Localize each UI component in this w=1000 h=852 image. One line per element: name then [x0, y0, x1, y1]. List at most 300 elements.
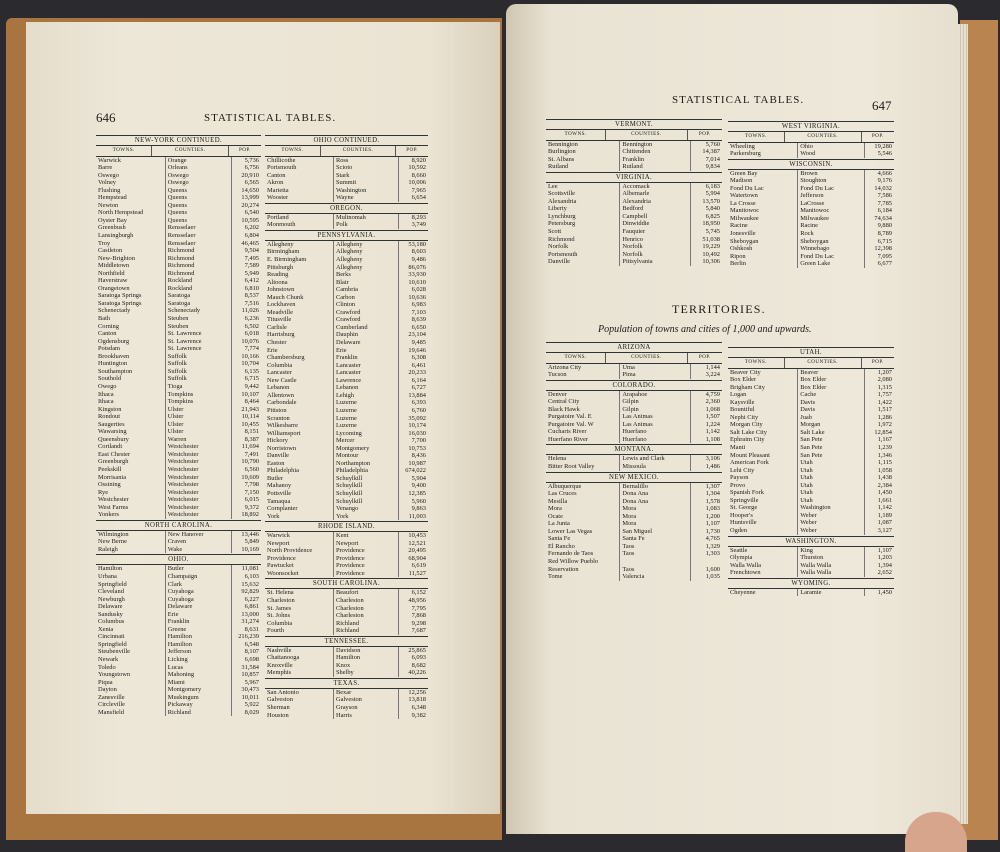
county-cell: Alexandria: [620, 198, 690, 206]
town-cell: Barre: [96, 164, 165, 172]
county-cell: Dauphin: [333, 331, 398, 339]
table-row: [265, 513, 428, 521]
county-cell: Saratoga: [165, 292, 231, 300]
town-cell: Mount Pleasant: [728, 452, 798, 460]
population-cell: 10,076: [241, 337, 259, 345]
population-cell: 13,884: [408, 391, 426, 399]
county-cell: Wood: [798, 150, 864, 158]
column-header: TOWNS.: [728, 132, 784, 142]
town-cell: Zanesville: [96, 694, 165, 702]
county-cell: Lancaster: [333, 362, 398, 370]
population-cell: 12,854: [874, 428, 892, 436]
population-cell: 10,492: [702, 250, 720, 258]
town-cell: St. Helena: [265, 589, 333, 597]
county-cell: Crawford: [333, 309, 398, 317]
table-row: [96, 187, 261, 195]
county-cell: Providence: [333, 570, 398, 578]
column-header-table: [728, 358, 894, 369]
county-cell: Blair: [333, 279, 398, 287]
table-row: [96, 671, 261, 679]
town-cell: Brigham City: [728, 384, 798, 392]
population-cell: 5,760: [705, 140, 720, 148]
population-cell: 13,446: [241, 530, 259, 538]
table-row: [728, 569, 894, 577]
town-cell: Birmingham: [265, 248, 333, 256]
column-header-table: [728, 132, 894, 143]
table-row: [546, 513, 722, 521]
county-cell: King: [798, 547, 864, 555]
town-cell: Mansfield: [96, 709, 165, 717]
county-cell: Weber: [798, 519, 864, 527]
table-row: [96, 626, 261, 634]
population-cell: 11,003: [408, 512, 426, 520]
town-cell: West Farms: [96, 504, 165, 512]
county-cell: Erie: [333, 347, 398, 355]
population-cell: 5,967: [244, 678, 259, 686]
town-cell: Sherman: [265, 704, 333, 712]
table-row: [265, 164, 428, 172]
county-cell: Westchester: [165, 504, 231, 512]
population-cell: 8,639: [411, 316, 426, 324]
state-title: MONTANA.: [546, 444, 722, 455]
town-cell: Pittston: [265, 407, 333, 415]
town-cell: Danville: [265, 452, 333, 460]
town-cell: Piqua: [96, 679, 165, 687]
population-cell: 1,035: [705, 573, 720, 581]
county-cell: Northampton: [333, 460, 398, 468]
county-cell: Manitowoc: [798, 207, 864, 215]
population-cell: 14,387: [702, 148, 720, 156]
county-cell: York: [333, 513, 398, 521]
left-page-column-2: [265, 134, 428, 719]
table-row: [96, 436, 261, 444]
population-cell: 5,994: [705, 190, 720, 198]
territories-subheading: Population of towns and cities of 1,000 and upwards.: [598, 324, 812, 335]
table-row: [546, 413, 722, 421]
town-cell: Mora: [546, 505, 620, 513]
county-cell: Fond Du Lac: [798, 185, 864, 193]
column-header: POP.: [861, 132, 894, 142]
county-cell: Milwaukee: [798, 215, 864, 223]
population-table: [546, 455, 722, 470]
table-row: [265, 369, 428, 377]
population-cell: 10,006: [408, 179, 426, 187]
county-cell: Muskingum: [165, 694, 231, 702]
state-title: SOUTH CAROLINA.: [265, 578, 428, 589]
population-cell: 6,152: [411, 589, 426, 597]
county-cell: Scioto: [333, 164, 398, 172]
town-cell: Steubenville: [96, 648, 165, 656]
column-header: COUNTIES.: [320, 146, 395, 156]
county-cell: Summit: [333, 179, 398, 187]
column-header: TOWNS.: [96, 146, 152, 156]
population-cell: 10,636: [408, 293, 426, 301]
column-header: POP.: [228, 146, 261, 156]
town-cell: Mauch Chunk: [265, 294, 333, 302]
population-cell: 10,306: [702, 258, 720, 266]
population-cell: 31,584: [241, 663, 259, 671]
table-row: [265, 460, 428, 468]
table-row: [96, 413, 261, 421]
town-cell: Logan: [728, 391, 798, 399]
population-cell: 7,095: [877, 252, 892, 260]
table-row: [265, 647, 428, 655]
table-row: [96, 504, 261, 512]
population-cell: 7,687: [411, 627, 426, 635]
town-cell: Woonsocket: [265, 570, 333, 578]
table-row: [728, 150, 894, 158]
table-row: [265, 316, 428, 324]
county-cell: Utah: [798, 489, 864, 497]
town-cell: Scott: [546, 228, 620, 236]
county-cell: Mercer: [333, 437, 398, 445]
county-cell: Weber: [798, 527, 864, 535]
town-cell: Yonkers: [96, 511, 165, 519]
town-cell: Saratoga Springs: [96, 300, 165, 308]
table-row: [265, 157, 428, 165]
town-cell: Tome: [546, 573, 620, 581]
county-cell: Westchester: [165, 466, 231, 474]
table-row: [96, 565, 261, 573]
town-cell: Seattle: [728, 547, 798, 555]
table-row: [728, 215, 894, 223]
county-cell: Delaware: [333, 339, 398, 347]
population-cell: 19,609: [241, 473, 259, 481]
town-cell: Circleville: [96, 701, 165, 709]
town-cell: Scottsville: [546, 190, 620, 198]
population-cell: 10,987: [408, 459, 426, 467]
table-row: [728, 253, 894, 261]
population-cell: 216,239: [238, 633, 259, 641]
population-table: [546, 183, 722, 266]
county-cell: Schuylkill: [333, 498, 398, 506]
town-cell: Warwick: [265, 532, 333, 540]
town-cell: Bath: [96, 315, 165, 323]
town-cell: Urbana: [96, 573, 165, 581]
table-row: [96, 701, 261, 709]
town-cell: E. Birmingham: [265, 256, 333, 264]
town-cell: Ithaca: [96, 391, 165, 399]
county-cell: Westchester: [165, 443, 231, 451]
population-cell: 2,360: [705, 398, 720, 406]
table-row: [728, 369, 894, 377]
town-cell: Troy: [96, 240, 165, 248]
population-cell: 6,183: [705, 182, 720, 190]
town-cell: Castleton: [96, 247, 165, 255]
town-cell: Titusville: [265, 316, 333, 324]
town-cell: Memphis: [265, 669, 333, 677]
population-cell: 6,810: [244, 284, 259, 292]
population-cell: 9,880: [877, 222, 892, 230]
state-title: OHIO.: [96, 554, 261, 565]
population-table: [265, 157, 428, 202]
town-cell: Mahanoy: [265, 482, 333, 490]
table-row: [265, 187, 428, 195]
county-cell: Jefferson: [165, 648, 231, 656]
population-cell: 6,164: [411, 376, 426, 384]
table-row: [265, 422, 428, 430]
population-cell: 1,307: [705, 482, 720, 490]
county-cell: St. Lawrence: [165, 338, 231, 346]
town-cell: Peekskill: [96, 466, 165, 474]
county-cell: Hamilton: [165, 633, 231, 641]
population-cell: 5,840: [705, 205, 720, 213]
town-cell: Danville: [546, 258, 620, 266]
table-row: [265, 214, 428, 222]
population-cell: 5,904: [411, 474, 426, 482]
population-table: [265, 214, 428, 229]
state-title: WEST VIRGINIA.: [728, 121, 894, 132]
county-cell: Weber: [798, 512, 864, 520]
town-cell: Salt Lake City: [728, 429, 798, 437]
table-row: [546, 428, 722, 436]
county-cell: Gilpin: [620, 398, 690, 406]
column-header: POP.: [687, 353, 722, 363]
town-cell: Columbia: [265, 362, 333, 370]
table-row: [728, 527, 894, 535]
county-cell: Rutland: [620, 163, 690, 171]
table-row: [265, 392, 428, 400]
town-cell: Chester: [265, 339, 333, 347]
population-cell: 674,022: [405, 467, 426, 475]
population-cell: 8,387: [244, 435, 259, 443]
town-cell: Madison: [728, 177, 798, 185]
table-row: [96, 398, 261, 406]
county-cell: Pima: [620, 371, 690, 379]
population-cell: 6,654: [411, 194, 426, 202]
table-row: [265, 570, 428, 578]
town-cell: Williamsport: [265, 430, 333, 438]
county-cell: Westchester: [165, 496, 231, 504]
population-cell: 6,461: [411, 361, 426, 369]
town-cell: Knoxville: [265, 662, 333, 670]
county-cell: Newport: [333, 540, 398, 548]
table-row: [265, 286, 428, 294]
town-cell: Central City: [546, 398, 620, 406]
town-cell: Saratoga Springs: [96, 292, 165, 300]
population-cell: 14,650: [241, 186, 259, 194]
table-row: [96, 481, 261, 489]
table-row: [265, 555, 428, 563]
table-row: [96, 648, 261, 656]
table-row: [728, 384, 894, 392]
town-cell: Haverstraw: [96, 277, 165, 285]
population-cell: 6,028: [411, 286, 426, 294]
county-cell: Tioga: [165, 383, 231, 391]
table-row: [728, 143, 894, 151]
population-cell: 6,560: [244, 465, 259, 473]
population-cell: 6,825: [705, 212, 720, 220]
table-row: [546, 406, 722, 414]
population-cell: 6,308: [411, 354, 426, 362]
table-row: [728, 489, 894, 497]
population-cell: 5,745: [705, 228, 720, 236]
county-cell: San Miguel: [620, 528, 690, 536]
town-cell: Fourth: [265, 627, 333, 635]
county-cell: Huerfano: [620, 428, 690, 436]
population-cell: 1,486: [705, 463, 720, 471]
town-cell: Allegheny: [265, 241, 333, 249]
population-cell: 6,135: [244, 367, 259, 375]
table-row: [96, 247, 261, 255]
population-table: [265, 241, 428, 520]
table-row: [96, 375, 261, 383]
table-row: [265, 597, 428, 605]
population-cell: 11,026: [241, 307, 259, 315]
population-cell: 30,473: [241, 686, 259, 694]
county-cell: Davis: [798, 406, 864, 414]
population-cell: 1,203: [877, 554, 892, 562]
town-cell: Richmond: [546, 236, 620, 244]
table-row: [728, 459, 894, 467]
table-row: [728, 429, 894, 437]
table-row: [265, 384, 428, 392]
population-cell: 51,038: [702, 235, 720, 243]
town-cell: Toledo: [96, 664, 165, 672]
column-header: TOWNS.: [265, 146, 320, 156]
county-cell: [620, 558, 690, 566]
county-cell: Bernalillo: [620, 483, 690, 491]
population-cell: 74,634: [874, 214, 892, 222]
table-row: [728, 519, 894, 527]
population-cell: 6,650: [411, 323, 426, 331]
population-cell: 9,504: [244, 247, 259, 255]
population-cell: 35,092: [408, 414, 426, 422]
population-cell: 13,818: [408, 696, 426, 704]
table-row: [728, 399, 894, 407]
population-cell: 6,348: [411, 704, 426, 711]
town-cell: Kingston: [96, 406, 165, 414]
population-cell: 40,226: [408, 669, 426, 677]
table-row: [728, 185, 894, 193]
county-cell: Orange: [165, 157, 231, 165]
table-row: [728, 222, 894, 230]
county-cell: Knox: [333, 662, 398, 670]
county-cell: Arapahoe: [620, 391, 690, 399]
population-cell: 7,785: [877, 199, 892, 207]
town-cell: York: [265, 513, 333, 521]
table-row: [96, 466, 261, 474]
town-cell: Red Willow Pueblo: [546, 558, 620, 566]
population-cell: 8,293: [411, 213, 426, 221]
town-cell: Providence: [265, 555, 333, 563]
column-header-table: [265, 146, 428, 157]
population-cell: 12,256: [408, 688, 426, 696]
population-cell: 33,930: [408, 271, 426, 279]
population-cell: 9,382: [411, 711, 426, 719]
table-row: [96, 164, 261, 172]
table-row: [728, 192, 894, 200]
town-cell: Bennington: [546, 141, 620, 149]
town-cell: Erie: [265, 347, 333, 355]
population-cell: 7,868: [411, 612, 426, 620]
table-row: [728, 512, 894, 520]
table-row: [265, 179, 428, 187]
county-cell: Richland: [333, 620, 398, 628]
population-cell: 8,029: [244, 708, 259, 716]
population-cell: 10,166: [241, 352, 259, 360]
county-cell: Sheboygan: [798, 238, 864, 246]
table-row: [728, 260, 894, 268]
town-cell: Dayton: [96, 686, 165, 694]
state-title: RHODE ISLAND.: [265, 521, 428, 532]
town-cell: Berlin: [728, 260, 798, 268]
population-cell: 1,107: [705, 520, 720, 528]
column-header-table: [96, 146, 261, 157]
town-cell: Huntington: [96, 360, 165, 368]
population-cell: 1,450: [877, 588, 892, 596]
population-cell: 6,412: [244, 277, 259, 285]
county-cell: Ulster: [165, 421, 231, 429]
town-cell: Denver: [546, 391, 620, 399]
table-row: [96, 262, 261, 270]
town-cell: Wawarsing: [96, 428, 165, 436]
county-cell: Luzerne: [333, 399, 398, 407]
column-header-table: [546, 130, 722, 141]
table-row: [96, 573, 261, 581]
table-row: [96, 172, 261, 180]
table-row: [265, 256, 428, 264]
table-row: [728, 238, 894, 246]
table-row: [96, 531, 261, 539]
county-cell: Champaign: [165, 573, 231, 581]
county-cell: Providence: [333, 547, 398, 555]
county-cell: Fauquier: [620, 228, 690, 236]
table-row: [546, 455, 722, 463]
town-cell: Jonesville: [728, 230, 798, 238]
left-page: [26, 22, 500, 814]
town-cell: Milwaukee: [728, 215, 798, 223]
town-cell: Wheeling: [728, 143, 798, 151]
town-cell: Lynchburg: [546, 213, 620, 221]
table-row: [546, 156, 722, 164]
county-cell: Allegheny: [333, 248, 398, 256]
population-cell: 8,436: [411, 452, 426, 460]
table-row: [265, 221, 428, 229]
table-row: [265, 294, 428, 302]
population-cell: 6,983: [411, 301, 426, 309]
table-row: [265, 324, 428, 332]
town-cell: Sandusky: [96, 611, 165, 619]
county-cell: Steuben: [165, 323, 231, 331]
town-cell: Potsdam: [96, 345, 165, 353]
population-cell: 1,450: [877, 489, 892, 497]
town-cell: Morrisania: [96, 474, 165, 482]
town-cell: Frenchtown: [728, 569, 798, 577]
population-cell: 1,346: [877, 451, 892, 459]
town-cell: Greenbush: [96, 224, 165, 232]
population-cell: 6,861: [244, 603, 259, 611]
town-cell: Wooster: [265, 194, 333, 202]
county-cell: Las Animas: [620, 421, 690, 429]
table-row: [265, 712, 428, 720]
county-cell: Warren: [165, 436, 231, 444]
county-cell: Ulster: [165, 428, 231, 436]
table-row: [728, 589, 894, 597]
county-cell: Delaware: [165, 603, 231, 611]
population-cell: 5,922: [244, 701, 259, 709]
population-cell: 1,239: [877, 444, 892, 452]
county-cell: Charleston: [333, 605, 398, 613]
population-cell: 7,014: [705, 155, 720, 163]
county-cell: Crawford: [333, 316, 398, 324]
population-cell: 6,227: [244, 595, 259, 603]
table-row: [96, 202, 261, 210]
county-cell: Richmond: [165, 270, 231, 278]
county-cell: Brown: [798, 170, 864, 178]
county-cell: Missoula: [620, 463, 690, 471]
population-cell: 8,603: [411, 248, 426, 256]
